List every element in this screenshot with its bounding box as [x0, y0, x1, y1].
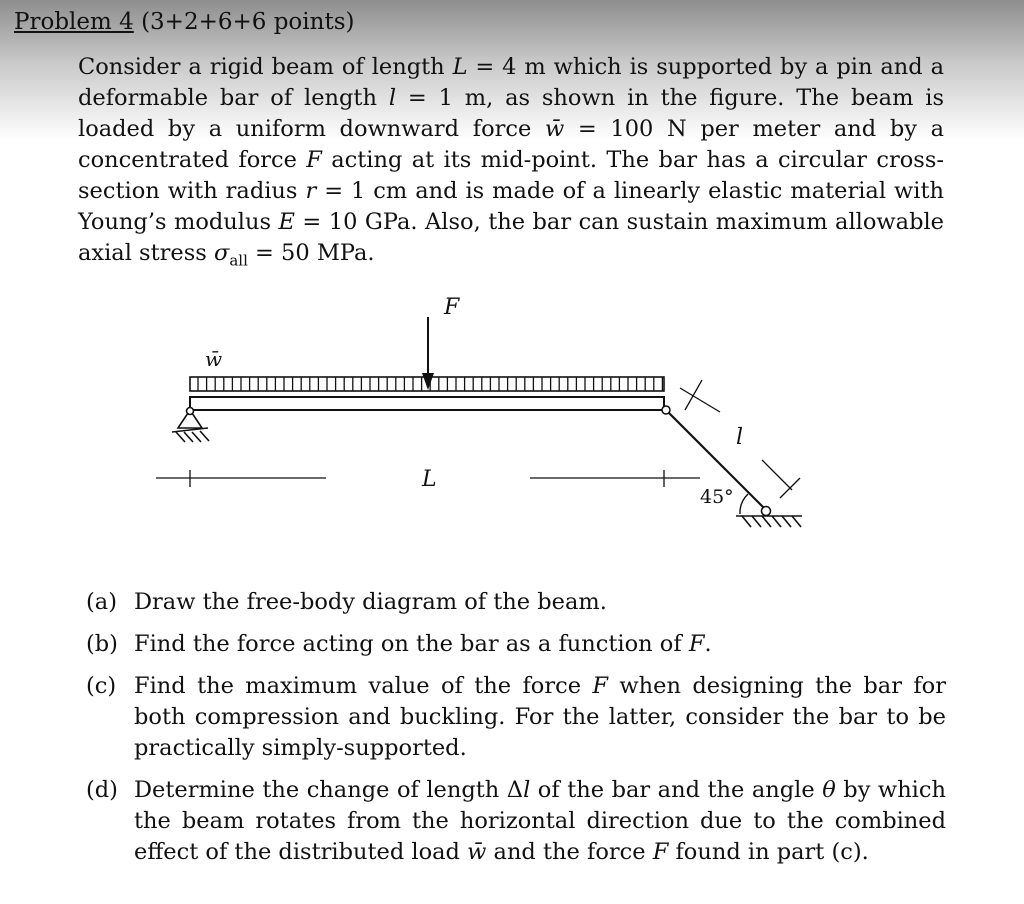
question-list	[86, 587, 946, 879]
angle-arc	[740, 494, 748, 514]
symbol-sigma-subscript: all	[229, 251, 248, 270]
symbol-F: F	[688, 631, 705, 657]
question-text-part: .	[704, 631, 712, 657]
bar-support	[736, 507, 802, 528]
question-text	[134, 587, 946, 618]
question-text-part: Determine the change of length Δ	[134, 777, 524, 803]
bar-length-label: l	[736, 425, 744, 450]
question-text-part: by which the beam rotates from the horizontal direction due to the combined effect of the distributed load	[134, 777, 946, 865]
statement-text: Consider a rigid beam of length	[78, 54, 453, 80]
angle-label: 45°	[700, 486, 734, 508]
question-text-part: and the force	[486, 839, 653, 865]
question-text-part: when designing the bar for both compression and buckling. For the latter, consider the bar to be practically simply-supported.	[134, 673, 946, 761]
symbol-w: w̄	[467, 839, 487, 865]
symbol-sigma: σ	[213, 240, 230, 266]
question-label: (c)	[86, 673, 117, 699]
question-d	[86, 775, 946, 868]
force-label: F	[444, 295, 460, 320]
statement-text: = 4 m which is supported by a pin and a deformable bar of length	[78, 54, 945, 111]
statement-text: = 50 MPa.	[247, 240, 375, 266]
question-label: (b)	[86, 631, 118, 657]
symbol-l: l	[523, 777, 531, 803]
question-text	[134, 629, 946, 660]
rigid-beam	[190, 397, 664, 410]
symbol-F: F	[592, 673, 609, 699]
question-text	[134, 775, 946, 868]
question-text-part: of the bar and the angle	[530, 777, 823, 803]
question-text-part: found in part (c).	[668, 839, 869, 865]
question-text-part: Find the force acting on the bar as a function of	[134, 631, 689, 657]
force-arrow	[422, 317, 434, 390]
symbol-L: L	[452, 54, 468, 80]
question-label: (a)	[86, 589, 117, 615]
statement-text: = 1 m, as shown in the figure. The beam is loaded by a uniform downward force	[78, 85, 945, 142]
symbol-theta: θ	[822, 777, 836, 803]
bar-top-pin	[662, 406, 670, 414]
question-c	[86, 671, 946, 764]
pin-support	[172, 408, 209, 443]
question-text-part: Find the maximum value of the force	[134, 673, 593, 699]
statement-text: = 100 N per meter and by a concentrated force	[78, 116, 944, 173]
problem-heading	[14, 8, 354, 36]
load-label: w̄	[205, 347, 223, 371]
statement-text: = 10 GPa. Also, the bar can sustain maximum allowable axial stress	[78, 209, 945, 266]
beam-figure	[0, 280, 1024, 540]
statement-text: = 1 cm and is made of a linearly elastic material with Young’s modulus	[78, 178, 944, 235]
symbol-w: w̄	[544, 116, 565, 142]
statement-paragraph	[78, 52, 944, 277]
symbol-F: F	[652, 839, 669, 865]
question-b	[86, 629, 946, 660]
question-text-part: Draw the free-body diagram of the beam.	[134, 589, 607, 615]
beam-length-label: L	[422, 467, 437, 492]
symbol-E: E	[278, 209, 295, 235]
question-text	[134, 671, 946, 764]
question-label: (d)	[86, 777, 118, 803]
problem-points: (3+2+6+6 points)	[141, 9, 355, 35]
statement-text: acting at its mid-point. The bar has a circular cross-section with radius	[78, 147, 944, 204]
symbol-F: F	[306, 147, 322, 173]
symbol-r: r	[305, 178, 317, 204]
question-a	[86, 587, 946, 618]
problem-label: Problem 4	[14, 9, 134, 35]
problem-statement	[78, 52, 944, 277]
symbol-l: l	[388, 85, 397, 111]
